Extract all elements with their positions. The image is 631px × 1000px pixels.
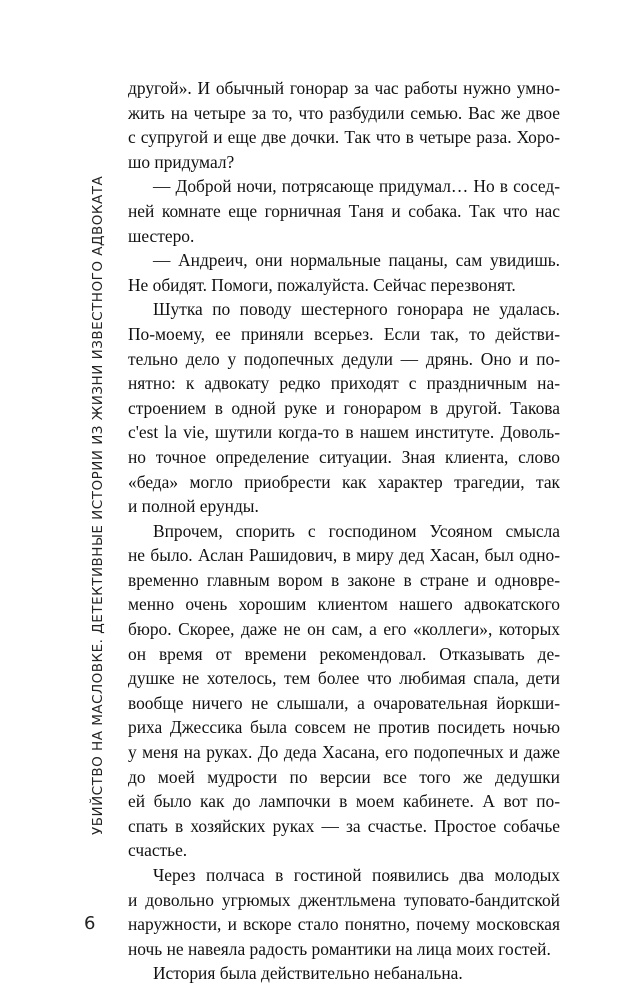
- text-line: нятно: к адвокату редко приходят с праздничным на-: [128, 373, 560, 394]
- text-line: но точное определение ситуации. Зная клиента, слово: [128, 446, 560, 467]
- text-line: и полной ерунды.: [128, 496, 259, 517]
- text-line: бюро. Скорее, даже не он сам, а его «коллеги», которых: [128, 619, 560, 640]
- text-line: ней комнате еще горничная Таня и собака. Так что нас: [128, 200, 560, 221]
- text-line: тельно дело у подопечных дедули — дрянь. Оно и по-: [128, 348, 560, 369]
- text-line: он время от времени рекомендовал. Отказывать де-: [128, 643, 560, 664]
- text-line: счастье.: [128, 840, 188, 861]
- text-line: вообще ничего не слышали, а очаровательная йоркши-: [128, 692, 560, 713]
- text-line: История была действительно небанальна.: [153, 963, 463, 984]
- text-line: ночь не навеяла радость романтики на лица моих гостей.: [128, 938, 551, 959]
- running-head: УБИЙСТВО НА МАСЛОВКЕ. ДЕТЕКТИВНЫЕ ИСТОРИИ ИЗ ЖИЗНИ ИЗВЕСТНОГО АДВОКАТА: [90, 175, 106, 835]
- text-line: душке не хотелось, тем более что любимая спала, дети: [128, 668, 560, 689]
- text-line: Через полчаса в гостиной появились два молодых: [153, 865, 560, 885]
- text-line: ей было как до лампочки в моем кабинете. А вот по-: [128, 791, 560, 812]
- text-line: с супругой и еще две дочки. Так что в четыре раза. Хоро-: [128, 127, 560, 148]
- text-line: c'est la vie, шутили когда-то в нашем институте. Доволь-: [128, 422, 560, 443]
- text-line: «беда» могло приобрести как характер трагедии, так: [128, 471, 560, 492]
- text-line: шестеро.: [128, 225, 195, 246]
- text-line: и довольно угрюмых джентльмена туповато-бандитской: [128, 889, 560, 910]
- body-text: [128, 76, 560, 986]
- text-line: жить на четыре за то, что разбудили семью. Вас же двое: [128, 102, 560, 123]
- text-line: менно очень хорошим клиентом нашего адвокатского: [128, 594, 560, 615]
- text-line: строением в одной руке и гонораром в другой. Такова: [128, 397, 560, 418]
- text-line: Впрочем, спорить с господином Усояном смысла: [153, 520, 560, 541]
- text-line: Не обидят. Помоги, пожалуйста. Сейчас перезвонят.: [128, 274, 516, 295]
- text-line: шо придумал?: [128, 151, 235, 172]
- text-line: — Андреич, они нормальные пацаны, сам увидишь.: [153, 250, 560, 271]
- text-line: — Доброй ночи, потрясающе придумал… Но в сосед-: [153, 176, 560, 197]
- text-line: не было. Аслан Рашидович, в миру дед Хасан, был одно-: [128, 545, 560, 566]
- text-line: Шутка по поводу шестерного гонорара не удалась.: [153, 299, 560, 320]
- text-line: другой». И обычный гонорар за час работы нужно умно-: [128, 78, 560, 98]
- text-line: до моей мудрости по версии все того же дедушки: [128, 766, 560, 787]
- text-line: По-моему, ее приняли всерьез. Если так, то действи-: [128, 323, 560, 344]
- text-line: наружности, и вскоре стало понятно, почему московская: [128, 914, 560, 935]
- text-line: спать в хозяйских руках — за счастье. Простое собачье: [128, 815, 560, 836]
- text-line: риха Джессика была совсем не против посидеть ночью: [128, 717, 560, 738]
- text-line: временно главным вором в законе в стране и одновре-: [128, 569, 560, 590]
- page-number: 6: [84, 913, 96, 934]
- text-line: у меня на руках. До деда Хасана, его подопечных и даже: [128, 742, 560, 763]
